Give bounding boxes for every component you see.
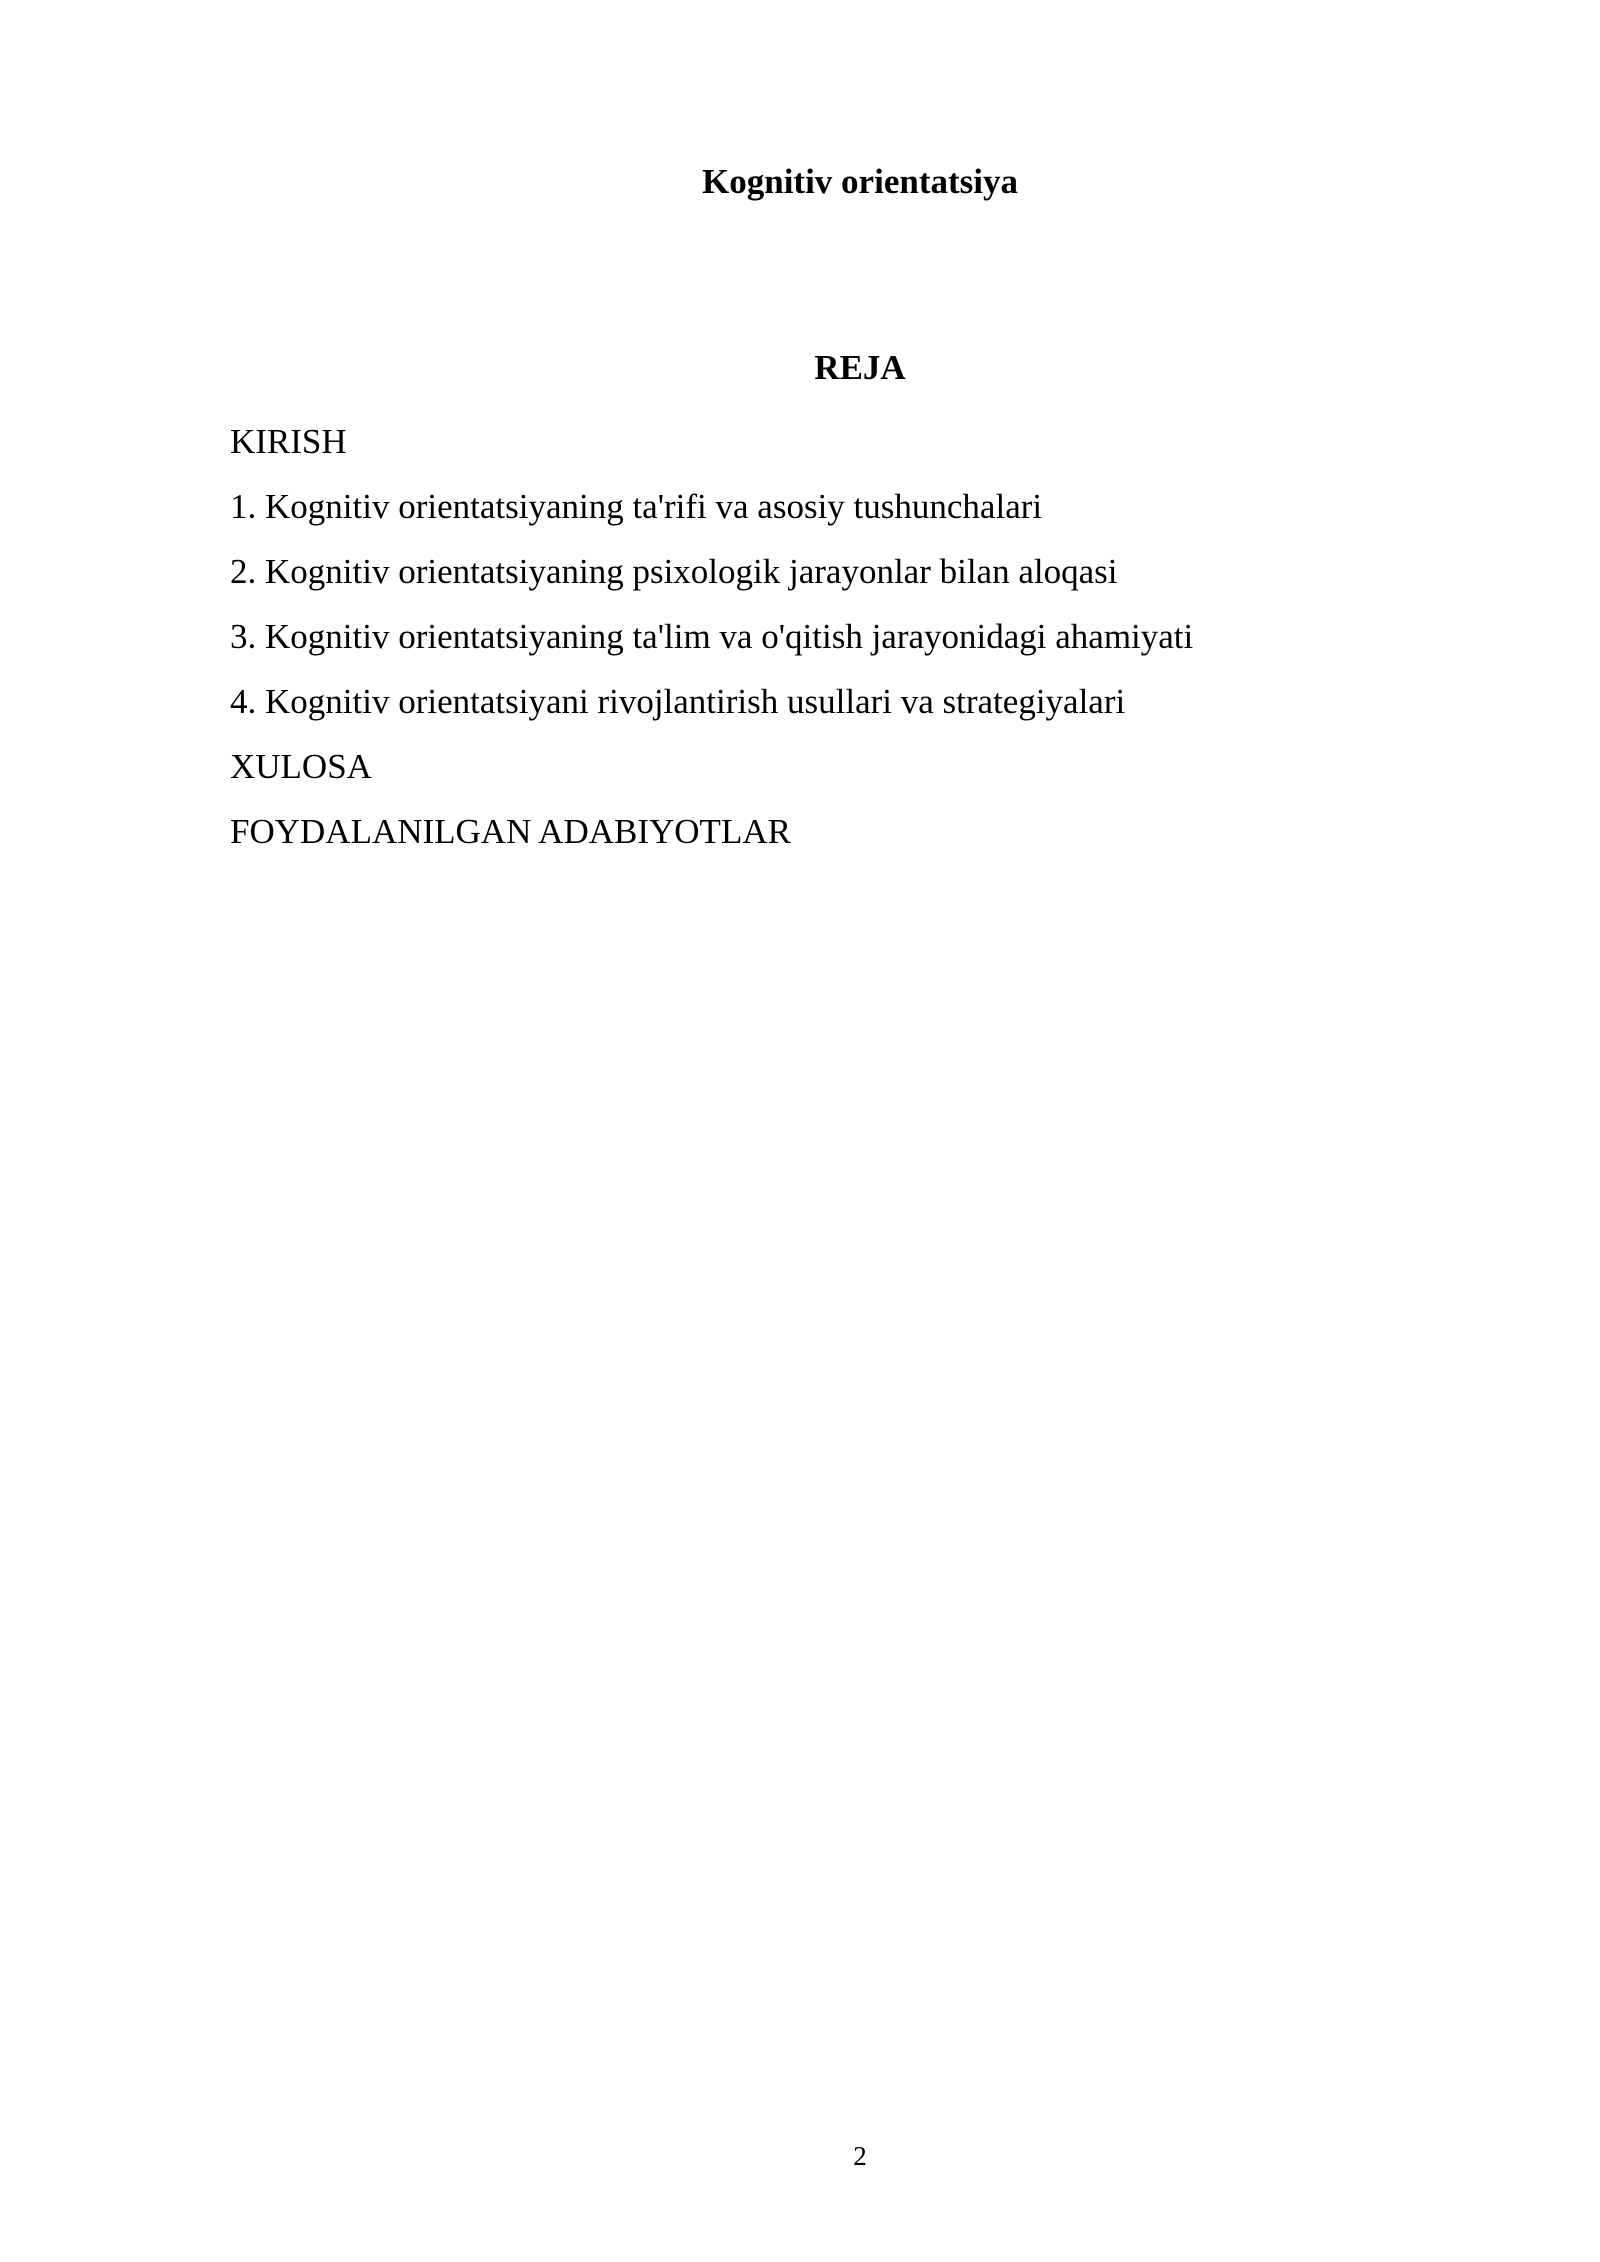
toc-item-introduction: KIRISH xyxy=(230,422,347,461)
table-of-contents xyxy=(230,420,1193,875)
toc-item-conclusion: XULOSA xyxy=(230,747,372,786)
toc-item-references: FOYDALANILGAN ADABIYOTLAR xyxy=(230,812,791,851)
toc-item-4: 4. Kognitiv orientatsiyani rivojlantirish usullari va strategiyalari xyxy=(230,682,1126,721)
toc-item-1: 1. Kognitiv orientatsiyaning ta'rifi va asosiy tushunchalari xyxy=(230,487,1043,526)
plan-heading: REJA xyxy=(814,348,906,387)
toc-item-2: 2. Kognitiv orientatsiyaning psixologik jarayonlar bilan aloqasi xyxy=(230,552,1118,591)
page-number: 2 xyxy=(853,2141,867,2171)
document-title: Kognitiv orientatsiya xyxy=(702,162,1018,201)
toc-item-3: 3. Kognitiv orientatsiyaning ta'lim va o'qitish jarayonidagi ahamiyati xyxy=(230,617,1194,656)
